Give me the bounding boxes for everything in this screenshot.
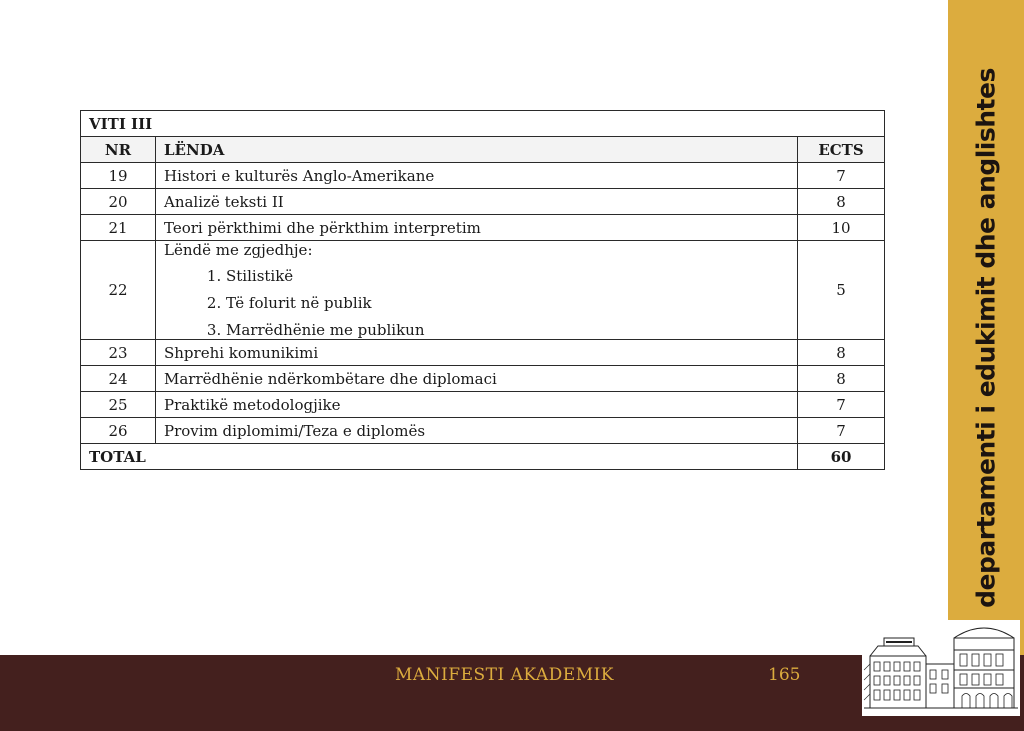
table-section-row [81,111,885,137]
building-illustration [862,620,1020,716]
footer-title: MANIFESTI AKADEMIK [395,665,615,685]
elective-cell [156,241,798,340]
row-nr: 20 [81,189,156,215]
table-row [81,366,885,392]
row-nr: 22 [81,241,156,340]
row-ects: 5 [798,241,885,340]
row-nr: 26 [81,418,156,444]
header-nr: NR [81,137,156,163]
row-subject: Histori e kulturës Anglo-Amerikane [156,163,798,189]
row-subject: Teori përkthimi dhe përkthim interpretim [156,215,798,241]
row-subject: Provim diplomimi/Teza e diplomës [156,418,798,444]
row-ects: 8 [798,366,885,392]
elective-option: 1. Stilistikë [226,267,789,285]
table-total-row [81,444,885,470]
row-ects: 7 [798,392,885,418]
row-subject: Analizë teksti II [156,189,798,215]
total-value: 60 [798,444,885,470]
row-ects: 7 [798,163,885,189]
row-nr: 21 [81,215,156,241]
table-row-elective [81,241,885,340]
row-subject: Marrëdhënie ndërkombëtare dhe diplomaci [156,366,798,392]
table-row [81,340,885,366]
row-nr: 24 [81,366,156,392]
curriculum-table [80,110,885,470]
page-number: 165 [768,665,801,685]
row-ects: 8 [798,189,885,215]
section-title: VITI III [81,111,885,137]
row-nr: 19 [81,163,156,189]
university-building-icon [862,620,1020,716]
side-banner-text: departamenti i edukimit dhe anglishtes [971,68,1001,608]
row-ects: 7 [798,418,885,444]
row-subject: Praktikë metodologjike [156,392,798,418]
row-nr: 25 [81,392,156,418]
table-row [81,392,885,418]
elective-heading: Lëndë me zgjedhje: [164,241,313,259]
table-header-row [81,137,885,163]
row-ects: 10 [798,215,885,241]
row-ects: 8 [798,340,885,366]
elective-options [164,267,789,339]
elective-option: 3. Marrëdhënie me publikun [226,321,789,339]
total-label: TOTAL [81,444,798,470]
table-row [81,163,885,189]
table-row [81,189,885,215]
table-row [81,215,885,241]
header-ects: ECTS [798,137,885,163]
row-subject: Shprehi komunikimi [156,340,798,366]
elective-option: 2. Të folurit në publik [226,294,789,312]
header-subject: LËNDA [156,137,798,163]
table-row [81,418,885,444]
row-nr: 23 [81,340,156,366]
